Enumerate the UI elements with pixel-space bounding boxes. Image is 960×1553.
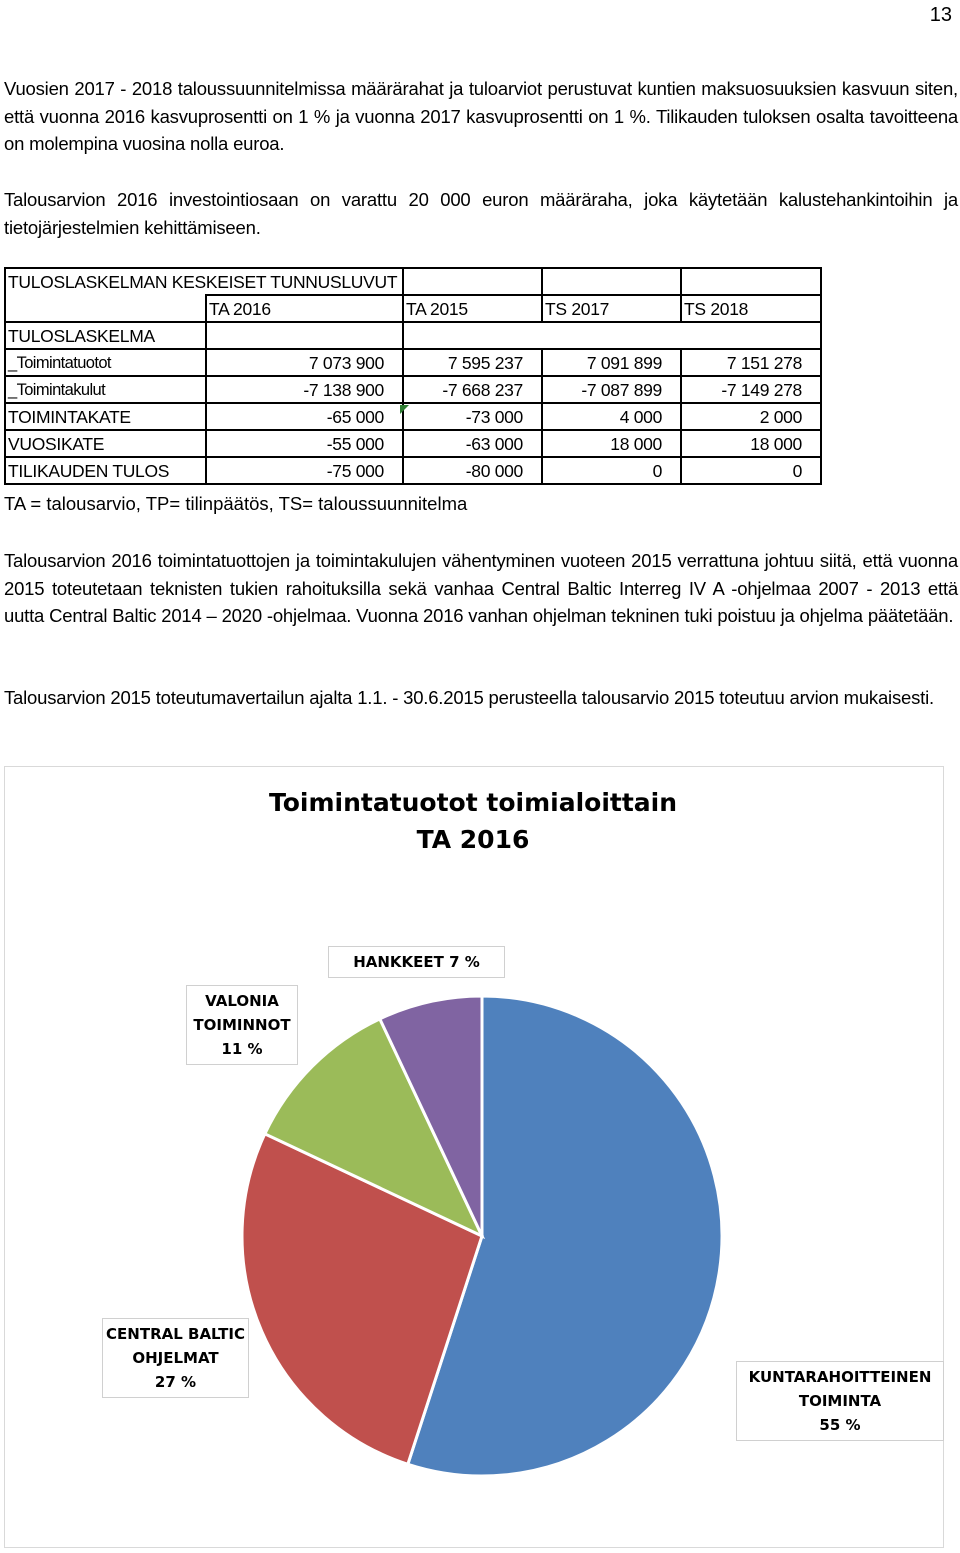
page-number: 13 [929, 4, 952, 26]
table-cell: -65 000 [206, 403, 403, 430]
paragraph-revenue-decrease: Talousarvion 2016 toimintatuottojen ja toimintakulujen vähentyminen vuoteen 2015 verrattuna johtuu siitä, että vuonna 2015 toteutetaan teknisten tukien rahoituksilla sekä vanhaa Central Baltic Interreg IV A -ohjelmaa 2007 - 2013 että uutta Central Baltic 2014 – 2020 -ohjelmaa. Vuonna 2016 vanhan ohjelman tekninen tuki poistuu ja ohjelma päätetään. [4, 550, 958, 626]
table-cell: 0 [542, 457, 681, 484]
row-label: _Toimintatuotot [5, 349, 206, 376]
table-cell: -7 087 899 [542, 376, 681, 403]
table-cell: 4 000 [542, 403, 681, 430]
slice-label-valonia: VALONIA TOIMINNOT 11 % [186, 985, 298, 1065]
table-cell: -7 138 900 [206, 376, 403, 403]
table-title: TULOSLASKELMAN KESKEISET TUNNUSLUVUT [5, 268, 403, 295]
slice-label-central-baltic: CENTRAL BALTIC OHJELMAT 27 % [102, 1318, 249, 1398]
table-cell: 2 000 [681, 403, 821, 430]
table-cell: -73 000 [403, 403, 542, 430]
table-cell: -80 000 [403, 457, 542, 484]
column-header: TS 2017 [542, 295, 681, 322]
column-header: TA 2016 [206, 295, 403, 322]
table-cell: -63 000 [403, 430, 542, 457]
table-note: TA = talousarvio, TP= tilinpäätös, TS= taloussuunnitelma [4, 493, 468, 514]
table-cell: 0 [681, 457, 821, 484]
paragraph-investments: Talousarvion 2016 investointiosaan on varattu 20 000 euron määräraha, joka käytetään kalustehankintoihin ja tietojärjestelmien kehittämiseen. [4, 189, 958, 238]
table-cell: -55 000 [206, 430, 403, 457]
row-label: VUOSIKATE [5, 430, 206, 457]
table-cell: 7 151 278 [681, 349, 821, 376]
table-cell: -75 000 [206, 457, 403, 484]
table-cell: -7 668 237 [403, 376, 542, 403]
chart-title-line: TA 2016 [416, 825, 530, 854]
row-label: _Toimintakulut [5, 376, 206, 403]
slice-label-hankkeet: HANKKEET 7 % [328, 946, 505, 978]
table-cell: 7 595 237 [403, 349, 542, 376]
table-cell: 7 091 899 [542, 349, 681, 376]
column-header: TA 2015 [403, 295, 542, 322]
table-cell: 7 073 900 [206, 349, 403, 376]
column-header: TS 2018 [681, 295, 821, 322]
paragraph-budget-realization: Talousarvion 2015 toteutumavertailun ajalta 1.1. - 30.6.2015 perusteella talousarvio 2015 toteutuu arvion mukaisesti. [4, 687, 934, 708]
chart-title-line: Toimintatuotot toimialoittain [268, 788, 678, 817]
table-cell: 18 000 [542, 430, 681, 457]
slice-label-kuntarahoitteinen: KUNTARAHOITTEINEN TOIMINTA 55 % [736, 1361, 944, 1441]
row-label: TOIMINTAKATE [5, 403, 206, 430]
paragraph-budget-plans: Vuosien 2017 - 2018 taloussuunnitelmissa määrärahat ja tuloarviot perustuvat kuntien maksuosuuksien kasvuun siten, että vuonna 2016 kasvuprosentti on 1 % ja vuonna 2017 kasvuprosentti on 1 %. Tilikauden tuloksen osalta tavoitteena on molempina vuosina nolla euroa. [4, 78, 958, 154]
section-label: TULOSLASKELMA [5, 322, 206, 349]
table-cell: 18 000 [681, 430, 821, 457]
table-cell: -7 149 278 [681, 376, 821, 403]
row-label: TILIKAUDEN TULOS [5, 457, 206, 484]
